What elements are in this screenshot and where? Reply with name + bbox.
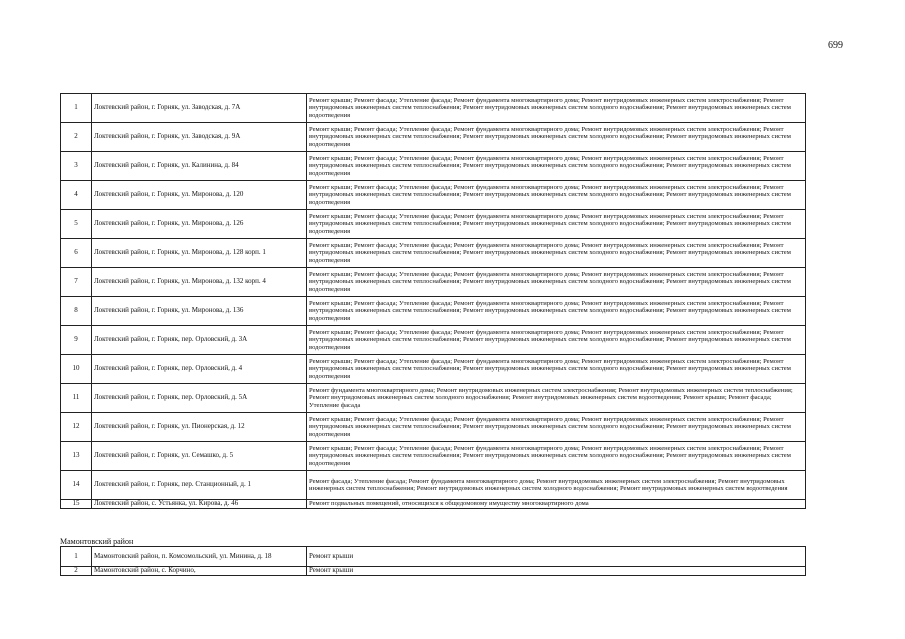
row-work: Ремонт крыши; Ремонт фасада; Утепление фасада; Ремонт фундамента многоквартирного дома; Ремонт внутридомовых инженерных систем электроснабжения; Ремонт внутридомовых инженерных систем теплоснабжения; Ремонт внутридомовых инженерных систем холодного водоснабжения; Ремонт внутридомовых инженерных систем водоотведения	[307, 268, 806, 297]
table-row	[61, 239, 806, 268]
row-number: 9	[61, 326, 92, 355]
table-row	[61, 181, 806, 210]
row-number: 2	[61, 567, 92, 576]
row-work: Ремонт крыши	[307, 567, 806, 576]
row-address: Локтевский район, г. Горняк, ул. Пионерская, д. 12	[92, 413, 307, 442]
row-work: Ремонт крыши; Ремонт фасада; Утепление фасада; Ремонт фундамента многоквартирного дома; Ремонт внутридомовых инженерных систем электроснабжения; Ремонт внутридомовых инженерных систем теплоснабжения; Ремонт внутридомовых инженерных систем холодного водоснабжения; Ремонт внутридомовых инженерных систем водоотведения	[307, 355, 806, 384]
row-number: 8	[61, 297, 92, 326]
table-row	[61, 567, 806, 576]
row-address: Локтевский район, г. Горняк, ул. Миронова, д. 126	[92, 210, 307, 239]
repair-works-table	[60, 93, 806, 509]
row-number: 4	[61, 181, 92, 210]
row-work: Ремонт крыши; Ремонт фасада; Утепление фасада; Ремонт фундамента многоквартирного дома; Ремонт внутридомовых инженерных систем электроснабжения; Ремонт внутридомовых инженерных систем теплоснабжения; Ремонт внутридомовых инженерных систем холодного водоснабжения; Ремонт внутридомовых инженерных систем водоотведения	[307, 297, 806, 326]
row-address: Мамонтовский район, с. Корчино,	[92, 567, 307, 576]
page-number: 699	[828, 40, 843, 51]
row-work: Ремонт крыши; Ремонт фасада; Утепление фасада; Ремонт фундамента многоквартирного дома; Ремонт внутридомовых инженерных систем электроснабжения; Ремонт внутридомовых инженерных систем теплоснабжения; Ремонт внутридомовых инженерных систем холодного водоснабжения; Ремонт внутридомовых инженерных систем водоотведения	[307, 152, 806, 181]
row-work: Ремонт крыши; Ремонт фасада; Утепление фасада; Ремонт фундамента многоквартирного дома; Ремонт внутридомовых инженерных систем электроснабжения; Ремонт внутридомовых инженерных систем теплоснабжения; Ремонт внутридомовых инженерных систем холодного водоснабжения; Ремонт внутридомовых инженерных систем водоотведения	[307, 413, 806, 442]
table-row	[61, 94, 806, 123]
table-row	[61, 326, 806, 355]
row-address: Локтевский район, г. Горняк, ул. Заводская, д. 7А	[92, 94, 307, 123]
row-address: Локтевский район, г. Горняк, ул. Миронова, д. 120	[92, 181, 307, 210]
row-address: Локтевский район, г. Горняк, ул. Семашко, д. 5	[92, 442, 307, 471]
table-row	[61, 547, 806, 567]
row-work: Ремонт фундамента многоквартирного дома; Ремонт внутридомовых инженерных систем электроснабжения; Ремонт внутридомовых инженерных систем теплоснабжения; Ремонт внутридомовых инженерных систем холодного водоснабжения; Ремонт внутридомовых инженерных систем водоотведения; Ремонт крыши; Ремонт фасада; Утепление фасада	[307, 384, 806, 413]
table-body	[61, 94, 806, 509]
table-row	[61, 500, 806, 509]
row-address: Локтевский район, г. Горняк, пер. Орловский, д. 4	[92, 355, 307, 384]
row-address: Локтевский район, г. Горняк, пер. Орловский, д. 3А	[92, 326, 307, 355]
row-address: Локтевский район, г. Горняк, ул. Миронова, д. 128 корп. 1	[92, 239, 307, 268]
table-row	[61, 123, 806, 152]
row-address: Локтевский район, г. Горняк, ул. Заводская, д. 9А	[92, 123, 307, 152]
row-number: 1	[61, 547, 92, 567]
table-row	[61, 297, 806, 326]
table-row	[61, 442, 806, 471]
row-address: Локтевский район, с. Устьянка, ул. Кирова, д. 46	[92, 500, 307, 509]
table-row	[61, 355, 806, 384]
row-work: Ремонт крыши; Ремонт фасада; Утепление фасада; Ремонт фундамента многоквартирного дома; Ремонт внутридомовых инженерных систем электроснабжения; Ремонт внутридомовых инженерных систем теплоснабжения; Ремонт внутридомовых инженерных систем холодного водоснабжения; Ремонт внутридомовых инженерных систем водоотведения	[307, 239, 806, 268]
table-row	[61, 152, 806, 181]
row-address: Локтевский район, г. Горняк, пер. Станционный, д. 1	[92, 471, 307, 500]
row-number: 11	[61, 384, 92, 413]
row-number: 14	[61, 471, 92, 500]
row-work: Ремонт фасада; Утепление фасада; Ремонт фундамента многоквартирного дома; Ремонт внутридомовых инженерных систем электроснабжения; Ремонт внутридомовых инженерных систем теплоснабжения; Ремонт внутридомовых инженерных систем холодного водоснабжения; Ремонт внутридомовых инженерных систем водоотведения	[307, 471, 806, 500]
row-work: Ремонт крыши; Ремонт фасада; Утепление фасада; Ремонт фундамента многоквартирного дома; Ремонт внутридомовых инженерных систем электроснабжения; Ремонт внутридомовых инженерных систем теплоснабжения; Ремонт внутридомовых инженерных систем холодного водоснабжения; Ремонт внутридомовых инженерных систем водоотведения	[307, 94, 806, 123]
row-number: 6	[61, 239, 92, 268]
row-number: 3	[61, 152, 92, 181]
row-number: 13	[61, 442, 92, 471]
district-heading: Мамонтовский район	[60, 537, 134, 546]
row-number: 5	[61, 210, 92, 239]
row-address: Локтевский район, г. Горняк, пер. Орловский, д. 5А	[92, 384, 307, 413]
table-row	[61, 384, 806, 413]
table-row	[61, 210, 806, 239]
row-work: Ремонт крыши; Ремонт фасада; Утепление фасада; Ремонт фундамента многоквартирного дома; Ремонт внутридомовых инженерных систем электроснабжения; Ремонт внутридомовых инженерных систем теплоснабжения; Ремонт внутридомовых инженерных систем холодного водоснабжения; Ремонт внутридомовых инженерных систем водоотведения	[307, 123, 806, 152]
row-work: Ремонт крыши; Ремонт фасада; Утепление фасада; Ремонт фундамента многоквартирного дома; Ремонт внутридомовых инженерных систем электроснабжения; Ремонт внутридомовых инженерных систем теплоснабжения; Ремонт внутридомовых инженерных систем холодного водоснабжения; Ремонт внутридомовых инженерных систем водоотведения	[307, 181, 806, 210]
table-row	[61, 268, 806, 297]
row-number: 2	[61, 123, 92, 152]
row-address: Локтевский район, г. Горняк, ул. Миронова, д. 132 корп. 4	[92, 268, 307, 297]
row-number: 10	[61, 355, 92, 384]
row-address: Мамонтовский район, п. Комсомольский, ул. Минина, д. 18	[92, 547, 307, 567]
row-number: 15	[61, 500, 92, 509]
row-number: 12	[61, 413, 92, 442]
table-row	[61, 413, 806, 442]
row-address: Локтевский район, г. Горняк, ул. Миронова, д. 136	[92, 297, 307, 326]
row-work: Ремонт крыши; Ремонт фасада; Утепление фасада; Ремонт фундамента многоквартирного дома; Ремонт внутридомовых инженерных систем электроснабжения; Ремонт внутридомовых инженерных систем теплоснабжения; Ремонт внутридомовых инженерных систем холодного водоснабжения; Ремонт внутридомовых инженерных систем водоотведения	[307, 442, 806, 471]
row-number: 1	[61, 94, 92, 123]
row-work: Ремонт крыши	[307, 547, 806, 567]
row-address: Локтевский район, г. Горняк, ул. Калинина, д. 84	[92, 152, 307, 181]
table-row	[61, 471, 806, 500]
district-works-table	[60, 546, 806, 576]
row-work: Ремонт крыши; Ремонт фасада; Утепление фасада; Ремонт фундамента многоквартирного дома; Ремонт внутридомовых инженерных систем электроснабжения; Ремонт внутридомовых инженерных систем теплоснабжения; Ремонт внутридомовых инженерных систем холодного водоснабжения; Ремонт внутридомовых инженерных систем водоотведения	[307, 326, 806, 355]
row-work: Ремонт подвальных помещений, относящихся к общедомовому имуществу многоквартирного дома	[307, 500, 806, 509]
row-work: Ремонт крыши; Ремонт фасада; Утепление фасада; Ремонт фундамента многоквартирного дома; Ремонт внутридомовых инженерных систем электроснабжения; Ремонт внутридомовых инженерных систем теплоснабжения; Ремонт внутридомовых инженерных систем холодного водоснабжения; Ремонт внутридомовых инженерных систем водоотведения	[307, 210, 806, 239]
row-number: 7	[61, 268, 92, 297]
